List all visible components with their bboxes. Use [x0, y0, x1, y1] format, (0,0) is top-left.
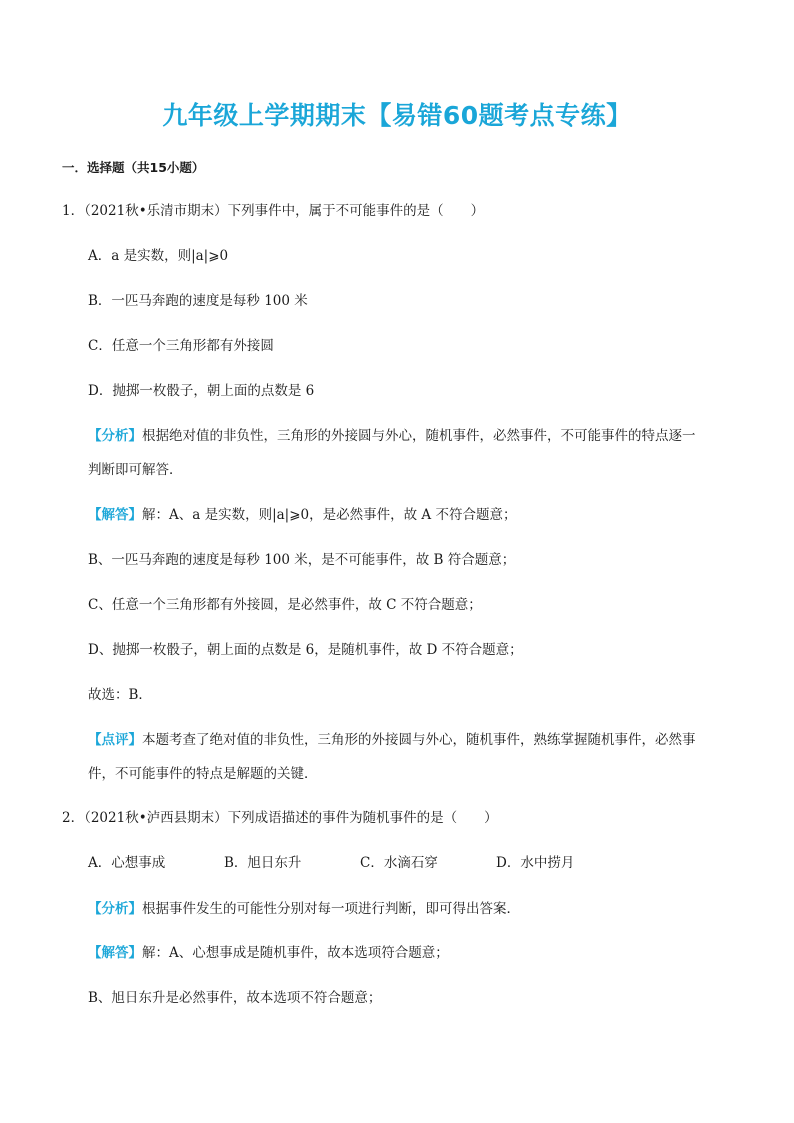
question-1-option-a: A．a 是实数，则|a|⩾0	[88, 248, 229, 264]
question-1-choice: 故选：B．	[88, 687, 152, 703]
analysis-tag: 【分析】	[88, 901, 142, 917]
question-1-option-d: D．抛掷一枚骰子，朝上面的点数是 6	[88, 383, 315, 399]
comment-text: 本题考查了绝对值的非负性，三角形的外接圆与外心，随机事件，熟练掌握随机事件，必然事	[142, 732, 696, 748]
question-1-analysis-cont: 判断即可解答．	[88, 462, 183, 478]
question-1-stem: 1．（2021秋•乐清市期末）下列事件中，属于不可能事件的是（ ）	[62, 203, 485, 219]
section-heading: 一．选择题（共15小题）	[62, 160, 205, 175]
question-2-option-c: C．水滴石穿	[360, 855, 438, 871]
analysis-tag: 【分析】	[88, 428, 142, 444]
question-2-stem: 2．（2021秋•泸西县期末）下列成语描述的事件为随机事件的是（ ）	[62, 810, 498, 826]
question-1-answer-c: C、任意一个三角形都有外接圆，是必然事件，故 C 不符合题意；	[88, 597, 482, 613]
question-1-comment	[88, 730, 696, 750]
question-1-comment-cont: 件，不可能事件的特点是解题的关键．	[88, 766, 318, 782]
question-2-option-d: D．水中捞月	[496, 855, 575, 871]
comment-tag: 【点评】	[88, 732, 142, 748]
question-2-option-a: A．心想事成	[88, 855, 166, 871]
question-1-analysis	[88, 426, 696, 446]
question-2-options	[88, 853, 574, 873]
question-1-answer	[88, 505, 516, 525]
analysis-text: 根据事件发生的可能性分别对每一项进行判断，即可得出答案．	[142, 901, 520, 917]
question-2-option-b: B．旭日东升	[224, 855, 302, 871]
question-1-option-c: C．任意一个三角形都有外接圆	[88, 338, 274, 354]
question-1-answer-d: D、抛掷一枚骰子，朝上面的点数是 6，是随机事件，故 D 不符合题意；	[88, 642, 523, 658]
answer-tag: 【解答】	[88, 945, 142, 961]
page-title: 九年级上学期期末【易错60题考点专练】	[162, 101, 632, 130]
answer-text: 解：A、心想事成是随机事件，故本选项符合题意；	[142, 945, 449, 961]
answer-tag: 【解答】	[88, 507, 142, 523]
question-2-analysis	[88, 899, 520, 919]
analysis-text: 根据绝对值的非负性，三角形的外接圆与外心，随机事件，必然事件，不可能事件的特点逐一	[142, 428, 696, 444]
question-1-answer-b: B、一匹马奔跑的速度是每秒 100 米，是不可能事件，故 B 符合题意；	[88, 552, 516, 568]
answer-text: 解：A、a 是实数，则|a|⩾0，是必然事件，故 A 不符合题意；	[142, 507, 517, 523]
question-2-answer	[88, 943, 449, 963]
question-2-answer-b: B、旭日东升是必然事件，故本选项不符合题意；	[88, 990, 382, 1006]
question-1-option-b: B．一匹马奔跑的速度是每秒 100 米	[88, 293, 308, 309]
